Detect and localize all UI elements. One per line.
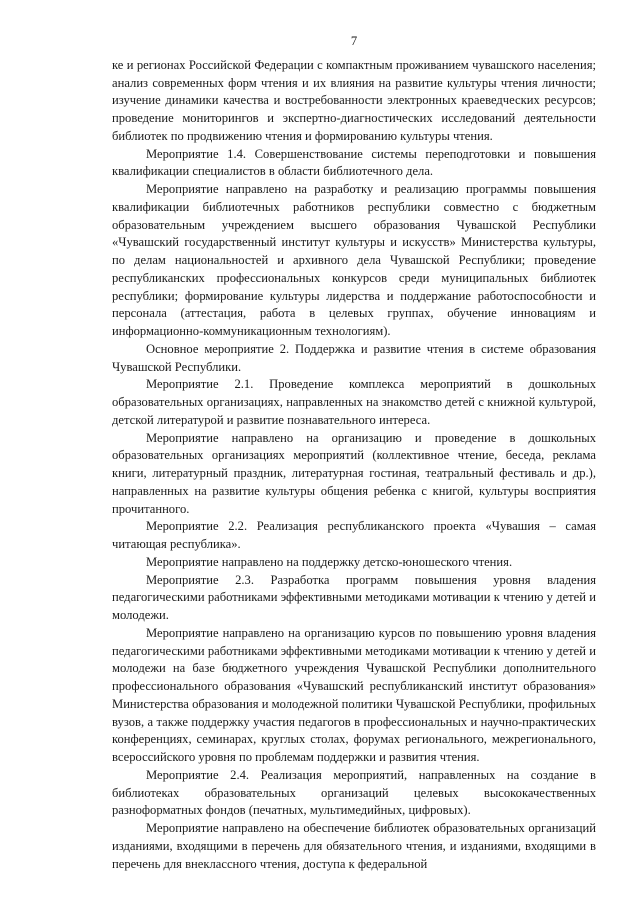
paragraph-event-1-4-title: Мероприятие 1.4. Совершенствование системы переподготовки и повышения квалификации специалистов в области библиотечного дела. [112, 146, 596, 179]
document-page [112, 33, 596, 873]
paragraph-event-2-4-body: Мероприятие направлено на обеспечение библиотек образовательных организаций изданиями, входящими в перечень для обязательного чтения, и изданиями, входящими в перечень для внеклассного чтения, доступа к федеральной [112, 821, 596, 871]
paragraph-event-2-3-title: Мероприятие 2.3. Разработка программ повышения уровня владения педагогическими работниками эффективными методиками мотивации к чтению у детей и молодежи. [112, 572, 596, 622]
paragraph-event-2-2-body: Мероприятие направлено на поддержку детско-юношеского чтения. [146, 554, 513, 569]
paragraph-event-2-3-body: Мероприятие направлено на организацию курсов по повышению уровня владения педагогическими работниками эффективными методиками мотивации к чтению у детей и молодежи на базе бюджетного учреждения Чувашской Республики дополнительного профессионального образования «Чувашский республиканский институт образования» Министерства образования и молодежной политики Чувашской Республики, профильных вузов, а также поддержку участия педагогов в профессиональных и научно-практических конференциях, семинарах, круглых столах, форумах регионального, межрегионального, всероссийского уровня по проблемам поддержки и развития чтения. [112, 625, 596, 764]
paragraph-event-2-4-title: Мероприятие 2.4. Реализация мероприятий, направленных на создание в библиотеках образовательных организаций целевых высококачественных разноформатных фондов (печатных, мультимедийных, цифровых). [112, 767, 596, 818]
page-number: 7 [350, 34, 358, 48]
paragraph-continuation: ке и регионах Российской Федерации с компактным проживанием чувашского населения; анализ современных форм чтения и их влияния на развитие культуры чтения личности; изучение динамики качества и востребованности электронных краеведческих ресурсов; проведение мониторингов и экспертно-диагностических исследований деятельности библиотек по продвижению чтения и формированию культуры чтения. [112, 57, 596, 143]
paragraph-main-event-2: Основное мероприятие 2. Поддержка и развитие чтения в системе образования Чувашской Республики. [112, 341, 596, 374]
paragraph-event-1-4-body: Мероприятие направлено на разработку и реализацию программы повышения квалификации библиотечных работников республики совместно с бюджетным образовательным учреждением высшего образования Чувашской Республики «Чувашский государственный институт культуры и искусств» Министерства культуры, по делам национальностей и архивного дела Чувашской Республики; проведение республиканских профессиональных конкурсов среди муниципальных библиотек республики; формирование культуры лидерства и поддержание работоспособности и персонала (аттестация, работа в целевых группах, обучение инновациям и информационно-коммуникационным технологиям). [112, 182, 596, 338]
paragraph-event-2-2-title: Мероприятие 2.2. Реализация республиканского проекта «Чувашия – самая читающая республика». [112, 519, 596, 551]
paragraph-event-2-1-body: Мероприятие направлено на организацию и проведение в дошкольных образовательных организациях мероприятий (коллективное чтение, беседа, реклама книги, литературный праздник, литературная гостиная, театральный фестиваль и др.), направленных на развитие культуры общения ребенка с книгой, культуры восприятия прочитанного. [112, 430, 596, 516]
paragraph-event-2-1-title: Мероприятие 2.1. Проведение комплекса мероприятий в дошкольных образовательных организациях, направленных на знакомство детей с книжной культурой, детской литературой и развитие познавательного интереса. [112, 377, 596, 427]
